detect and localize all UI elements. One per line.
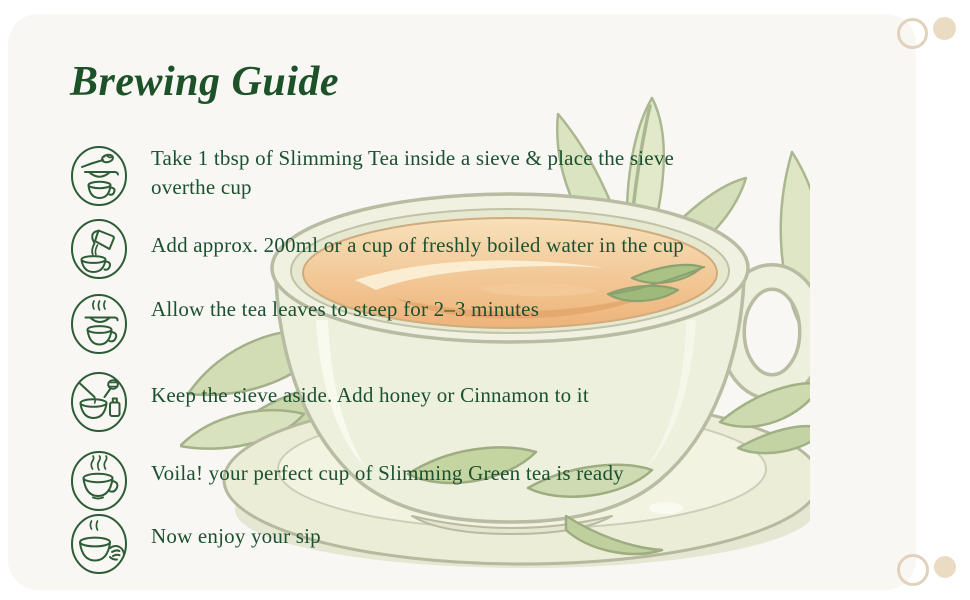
step-5-text: Voila! your perfect cup of Slimming Green tea is ready bbox=[151, 461, 624, 485]
step-6-text: Now enjoy your sip bbox=[151, 524, 321, 548]
decor-ring-top-icon bbox=[897, 18, 928, 49]
decor-dot-bottom-icon bbox=[934, 556, 956, 578]
steaming-ready-cup-icon bbox=[70, 450, 128, 512]
step-1-text: Take 1 tbsp of Slimming Tea inside a sieve & place the sieve overthe cup bbox=[151, 146, 675, 199]
step-3-text: Allow the tea leaves to steep for 2–3 minutes bbox=[151, 297, 540, 321]
step-4-text: Keep the sieve aside. Add honey or Cinnamon to it bbox=[151, 383, 589, 407]
spoon-tea-sieve-cup-icon bbox=[70, 145, 128, 207]
step-2-text: Add approx. 200ml or a cup of freshly boiled water in the cup bbox=[151, 233, 684, 257]
decor-ring-bottom-icon bbox=[897, 554, 929, 586]
brewing-guide-card bbox=[8, 14, 916, 590]
steeping-sieve-cup-icon bbox=[70, 293, 128, 355]
honey-cinnamon-cup-icon bbox=[70, 371, 128, 433]
hand-sipping-cup-icon bbox=[70, 513, 128, 575]
decor-dot-top-icon bbox=[933, 17, 956, 40]
pour-boiled-water-icon bbox=[70, 218, 128, 280]
page-title: Brewing Guide bbox=[70, 59, 340, 105]
